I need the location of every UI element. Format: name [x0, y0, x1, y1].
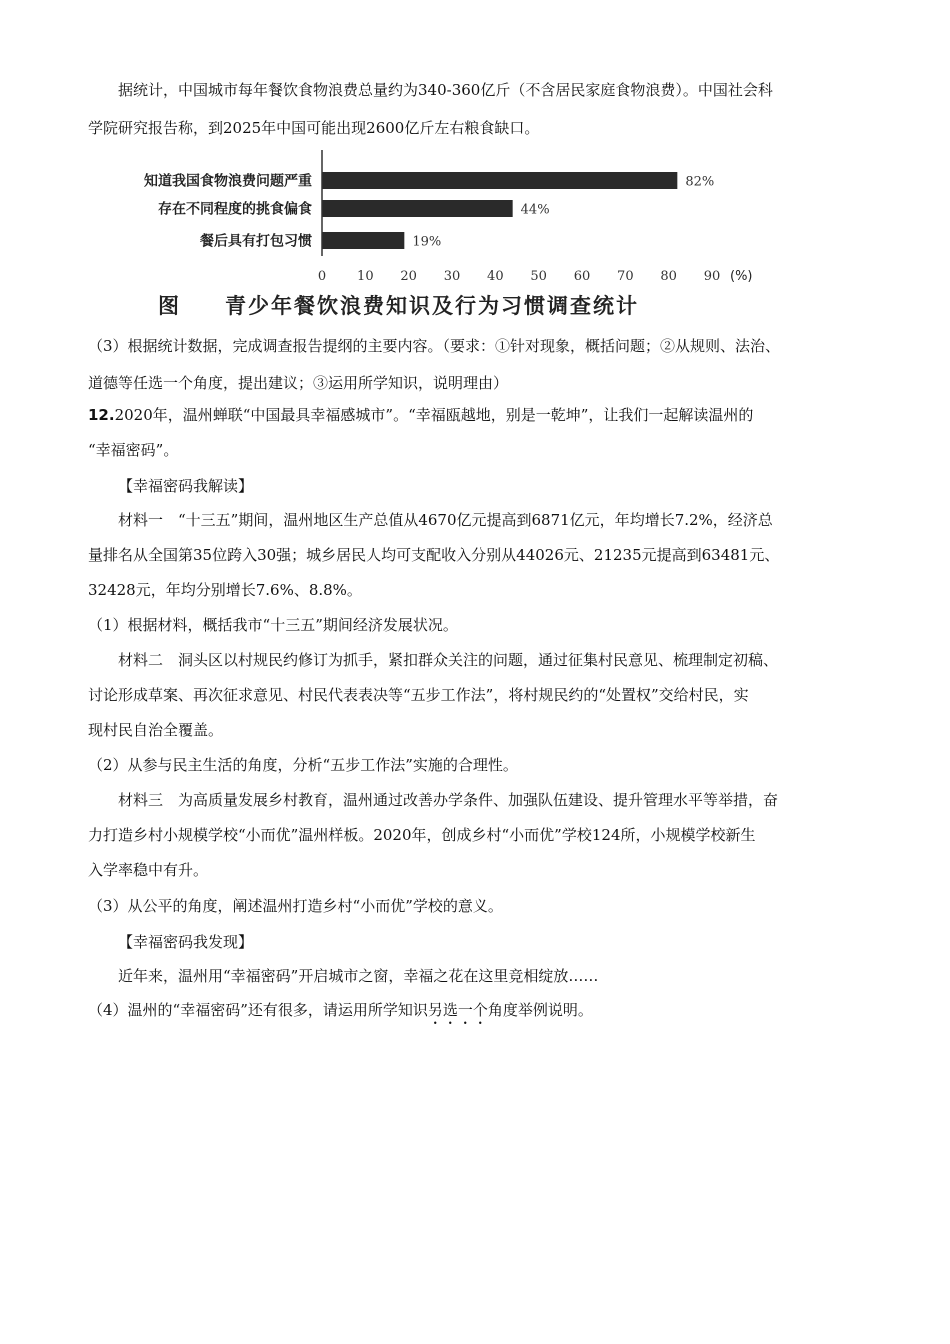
survey-bar-chart [100, 148, 780, 286]
x-tick-label: 40 [487, 269, 504, 284]
intro-line-2: 学院研究报告称，到2025年中国可能出现2600亿斤左右粮食缺口。 [88, 119, 540, 137]
x-tick-label: 90 [703, 269, 721, 284]
material-3-line-1: 材料三 为高质量发展乡村教育，温州通过改善办学条件、加强队伍建设、提升管理水平等举措，奋 [118, 791, 779, 809]
section-heading-interpret: 【幸福密码我解读】 [118, 477, 254, 495]
bar [322, 200, 513, 217]
q12-line-1 [88, 405, 753, 425]
bar [322, 172, 677, 189]
question-4 [88, 1000, 593, 1028]
x-tick-label: 20 [400, 269, 417, 284]
value-label: 19% [412, 234, 442, 250]
discover-text: 近年来，温州用“幸福密码”开启城市之窗，幸福之花在这里竞相绽放…… [118, 967, 599, 985]
question-3: （3）从公平的角度，阐述温州打造乡村“小而优”学校的意义。 [88, 897, 503, 915]
question-4-post: 角度举例说明。 [487, 1001, 593, 1019]
category-label: 餐后具有打包习惯 [200, 233, 312, 250]
value-label: 44% [520, 202, 550, 218]
question-2: （2）从参与民主生活的角度，分析“五步工作法”实施的合理性。 [88, 756, 518, 774]
x-tick-label: 0 [317, 269, 327, 284]
q11-3-line-1: （3）根据统计数据，完成调查报告提纲的主要内容。（要求：①针对现象，概括问题；②从规则、法治、 [88, 337, 781, 355]
bar [322, 232, 404, 249]
q12-line-2: “幸福密码”。 [88, 441, 179, 459]
material-1-line-2: 量排名从全国第35位跨入30强；城乡居民人均可支配收入分别从44026元、21235元提高到63481元、 [88, 546, 780, 564]
x-tick-label: 80 [660, 269, 677, 284]
chart-caption [158, 290, 639, 320]
x-tick-label: 30 [443, 269, 461, 284]
material-3-line-2: 力打造乡村小规模学校“小而优”温州样板。2020年，创成乡村“小而优”学校124所，小规模学校新生 [88, 826, 756, 844]
category-label: 知道我国食物浪费问题严重 [144, 173, 312, 190]
question-4-pre: （4）温州的“幸福密码”还有很多，请运用所学知识 [88, 1001, 428, 1019]
q12-intro: 2020年，温州蝉联“中国最具幸福感城市”。“幸福瓯越地，别是一乾坤”，让我们一起解读温州的 [114, 406, 754, 424]
material-1-line-1: 材料一 “十三五”期间，温州地区生产总值从4670亿元提高到6871亿元，年均增长7.2%，经济总 [118, 511, 773, 529]
x-tick-label: 70 [617, 269, 634, 284]
x-axis-unit: (%) [730, 269, 753, 284]
chart-title: 青少年餐饮浪费知识及行为习惯调查统计 [225, 293, 639, 318]
x-tick-label: 60 [573, 269, 591, 284]
section-heading-discover: 【幸福密码我发现】 [118, 933, 254, 951]
material-2-line-2: 讨论形成草案、再次征求意见、村民代表表决等“五步工作法”，将村规民约的“处置权”交给村民，实 [88, 686, 749, 704]
intro-line-1: 据统计，中国城市每年餐饮食物浪费总量约为340-360亿斤（不含居民家庭食物浪费）。中国社会科 [118, 81, 773, 99]
value-label: 82% [685, 174, 715, 190]
material-1-line-3: 32428元，年均分别增长7.6%、8.8%。 [88, 581, 362, 599]
q11-3-line-2: 道德等任选一个角度，提出建议；③运用所学知识，说明理由） [88, 374, 509, 392]
figure-label: 图 [158, 293, 181, 318]
x-tick-label: 10 [357, 269, 374, 284]
question-4-emphasis: 另选一个 [427, 1001, 488, 1019]
x-tick-label: 50 [530, 269, 547, 284]
q12-number: 12. [88, 406, 115, 424]
category-label: 存在不同程度的挑食偏食 [158, 201, 312, 218]
question-1: （1）根据材料，概括我市“十三五”期间经济发展状况。 [88, 616, 458, 634]
material-3-line-3: 入学率稳中有升。 [88, 861, 209, 879]
material-2-line-1: 材料二 洞头区以村规民约修订为抓手，紧扣群众关注的问题，通过征集村民意见、梳理制定初稿、 [118, 651, 779, 669]
material-2-line-3: 现村民自治全覆盖。 [88, 721, 224, 739]
